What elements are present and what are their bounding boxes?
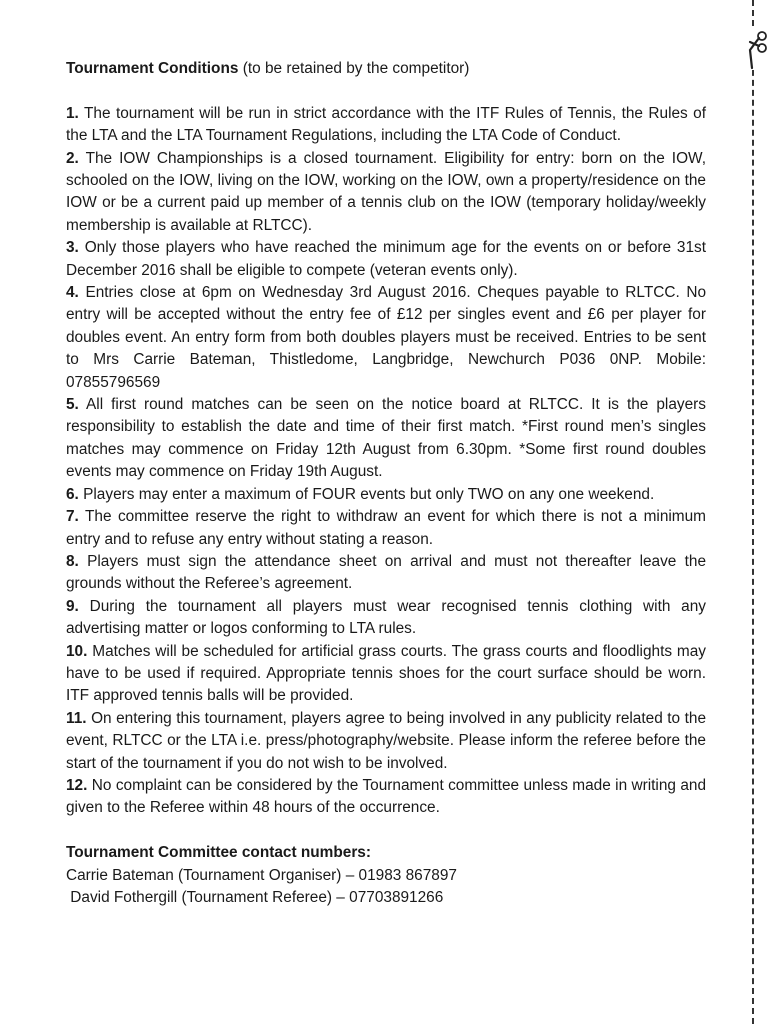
contacts-section <box>66 842 706 909</box>
condition-text: All first round matches can be seen on the notice board at RLTCC. It is the players responsibility to establish the date and time of their first match. *First round men’s singles matches may commence on Friday 12th August from 6.30pm. *Some first round doubles events may commence on Friday 19th August. <box>66 396 706 481</box>
condition-text: The IOW Championships is a closed tournament. Eligibility for entry: born on the IOW, schooled on the IOW, living on the IOW, working on the IOW, own a property/residence on the IOW or be a current paid up member of a tennis club on the IOW (temporary holiday/weekly membership is available at RLTCC). <box>66 149 706 234</box>
contact-line-referee: David Fothergill (Tournament Referee) – 07703891266 <box>66 889 444 906</box>
condition-text: The tournament will be run in strict accordance with the ITF Rules of Tennis, the Rules of the LTA and the LTA Tournament Regulations, including the LTA Code of Conduct. <box>66 104 707 145</box>
condition-number: 7. <box>66 508 79 526</box>
heading-title: Tournament Conditions <box>66 60 239 77</box>
condition-7 <box>66 506 706 551</box>
condition-number: 1. <box>66 104 79 122</box>
condition-text: Players must sign the attendance sheet on arrival and must not thereafter leave the grounds without the Referee’s agreement. <box>66 552 707 593</box>
condition-number: 3. <box>66 239 79 257</box>
condition-number: 10. <box>66 642 88 660</box>
condition-4 <box>66 282 706 394</box>
condition-text: No complaint can be considered by the Tournament committee unless made in writing and given to the Referee within 48 hours of the occurrence. <box>66 776 707 817</box>
condition-text: Matches will be scheduled for artificial grass courts. The grass courts and floodlights may have to be used if required. Appropriate tennis shoes for the court surface should be worn. ITF approved tennis balls will be provided. <box>66 642 706 705</box>
condition-number: 12. <box>66 776 88 794</box>
condition-text: The committee reserve the right to withdraw an event for which there is not a minimum entry and to refuse any entry without stating a reason. <box>66 508 707 548</box>
condition-11 <box>66 708 706 775</box>
conditions-list <box>66 103 706 820</box>
contact-line-organiser: Carrie Bateman (Tournament Organiser) – 01983 867897 <box>66 866 457 884</box>
condition-6 <box>66 484 706 506</box>
condition-number: 8. <box>66 552 79 570</box>
condition-12 <box>66 775 706 820</box>
contacts-title: Tournament Committee contact numbers: <box>66 844 371 862</box>
spacer <box>66 820 706 842</box>
condition-10 <box>66 641 706 708</box>
condition-number: 6. <box>66 485 79 503</box>
condition-number: 9. <box>66 597 79 615</box>
scissors-icon <box>738 28 768 70</box>
condition-9 <box>66 596 706 641</box>
condition-number: 11. <box>66 709 87 727</box>
heading-subtitle: (to be retained by the competitor) <box>242 60 470 77</box>
condition-2 <box>66 148 706 238</box>
spacer <box>66 80 706 102</box>
condition-text: Players may enter a maximum of FOUR events but only TWO on any one weekend. <box>83 485 655 503</box>
document-page <box>66 58 706 909</box>
cut-line <box>752 0 754 1024</box>
condition-5 <box>66 394 706 484</box>
condition-text: Only those players who have reached the minimum age for the events on or before 31st December 2016 shall be eligible to compete (veteran events only). <box>66 239 706 279</box>
condition-number: 5. <box>66 396 79 414</box>
condition-number: 4. <box>66 284 79 302</box>
condition-1 <box>66 103 706 148</box>
condition-text: On entering this tournament, players agree to being involved in any publicity related to the event, RLTCC or the LTA i.e. press/photography/website. Please inform the referee before the start of the tournament if you do not wish to be involved. <box>66 709 707 772</box>
condition-number: 2. <box>66 149 79 167</box>
condition-8 <box>66 551 706 596</box>
condition-text: Entries close at 6pm on Wednesday 3rd August 2016. Cheques payable to RLTCC. No entry will be accepted without the entry fee of £12 per singles event and £6 per player for doubles event. An entry form from both doubles players must be received. Entries to be sent to Mrs Carrie Bateman, Thistledome, Langbridge, Newchurch P036 0NP. Mobile: 07855796569 <box>66 284 706 391</box>
document-heading <box>66 58 706 80</box>
condition-3 <box>66 237 706 282</box>
condition-text: During the tournament all players must wear recognised tennis clothing with any advertising matter or logos conforming to LTA rules. <box>66 597 706 638</box>
